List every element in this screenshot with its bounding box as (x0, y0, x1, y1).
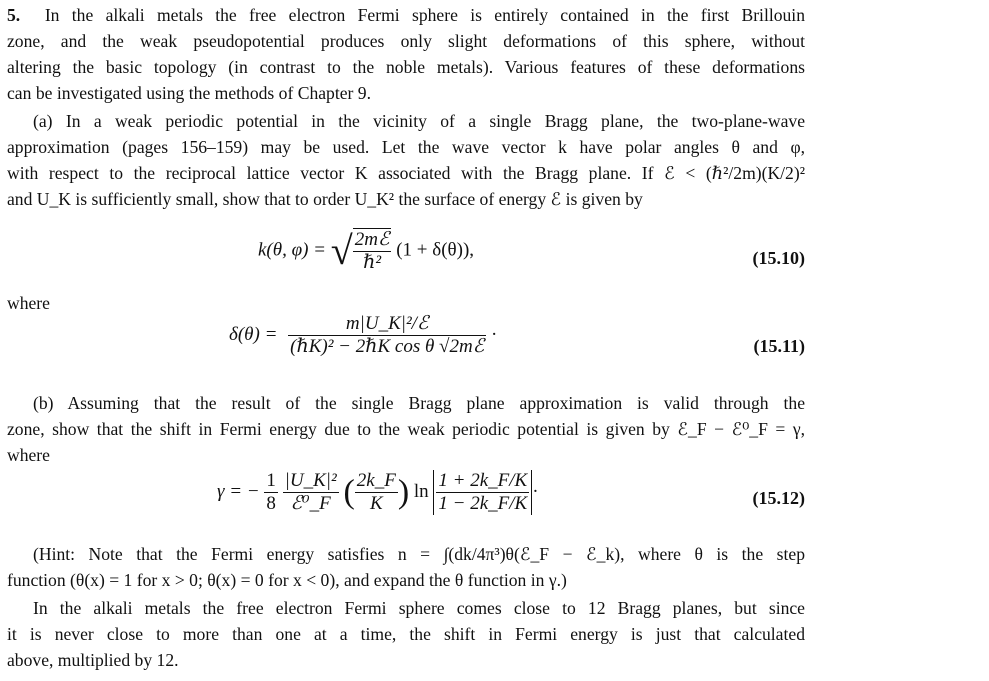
equation-15-10 (258, 228, 474, 274)
problem-intro (7, 2, 805, 106)
hint (7, 541, 805, 593)
part-a-line-2: approximation (pages 156–159) may be used. Let the wave vector k have polar angles θ and φ, (7, 137, 805, 157)
part-a-line-1: (a) In a weak periodic potential in the vicinity of a single Bragg plane, the two-plane-wave (33, 111, 805, 131)
part-a-line-3: with respect to the reciprocal lattice vector K associated with the Bragg plane. If ℰ < (ℏ²/2m)(K/2)² (7, 163, 805, 183)
equation-15-12: γ = − $\frac{1}{8}$ $\frac{\text{|U\_K|²}}{\text{ℰ⁰\_F}}$ ( $\frac{2k\_F}{K}$ ) ln $\frac{1 + 2k\_F/K}{1 - 2k\_F/K}$ · (217, 470, 539, 514)
part-b-line-3: where (7, 445, 50, 465)
closing-line-3: above, multiplied by 12. (7, 650, 179, 670)
problem-number: 5. (7, 5, 21, 25)
eq1-denominator: ℏ² (363, 252, 382, 273)
equation-15-11: δ(θ) = $\frac{\text{m|U\_K|²/ℰ}}{\text{(ℏK)² − 2ℏK cos θ √2mℰ}}$ · (229, 313, 498, 357)
eq2-tail: · (490, 323, 498, 345)
intro-line-4: can be investigated using the methods of Chapter 9. (7, 83, 372, 103)
eq3-ln: ln (413, 480, 429, 502)
where-label-1: where (7, 293, 50, 313)
equation-number-15-11: (15.11) (753, 336, 805, 356)
eq2-denominator-b: 2mℰ (449, 336, 485, 357)
eq1-lhs: k(θ, φ) = (258, 239, 327, 261)
part-b-line-2: zone, show that the shift in Fermi energy due to the weak periodic potential is given by ℰ_F − ℰ⁰_F = γ, (7, 419, 805, 439)
intro-line-1: In the alkali metals the free electron Fermi sphere is entirely contained in the first Brillouin (44, 5, 805, 25)
closing-line-2: it is never close to more than one at a time, the shift in Fermi energy is just that calculated (7, 624, 805, 644)
eq2-numerator: m|U_K|²/ℰ (288, 313, 486, 336)
part-b-line-1: (b) Assuming that the result of the single Bragg plane approximation is valid through the (33, 393, 805, 413)
eq3-log-den: 1 − 2k_F/K (438, 493, 528, 514)
eq2-lhs: δ(θ) = (229, 323, 278, 345)
eq3-tail: · (532, 480, 539, 502)
eq3-lhs: γ = − (217, 480, 260, 502)
eq3-k-den: K (369, 493, 383, 514)
hint-line-1: (Hint: Note that the Fermi energy satisfies n = ∫(dk/4π³)θ(ℰ_F − ℰ_k), where θ is the step (33, 544, 805, 564)
eq3-u-num: |U_K|² (284, 470, 337, 491)
eq3-k-num: 2k_F (356, 470, 396, 491)
eq3-coef-den: 8 (266, 493, 276, 514)
intro-line-3: altering the basic topology (in contrast to the noble metals). Various features of these deformations (7, 57, 805, 77)
eq1-tail: (1 + δ(θ)), (396, 239, 475, 261)
part-a (7, 108, 805, 212)
intro-line-2: zone, and the weak pseudopotential produces only slight deformations of this sphere, without (7, 31, 805, 51)
equation-number-15-12: (15.12) (752, 488, 805, 508)
closing-paragraph (7, 595, 805, 673)
sqrt-symbol: √ $\frac{\text{2mℰ}}{\text{ℏ²}}$ (330, 228, 390, 273)
eq3-u-den: ℰ⁰_F (290, 493, 331, 514)
eq3-coef-num: 1 (266, 470, 276, 491)
part-a-line-4: and U_K is sufficiently small, show that to order U_K² the surface of energy ℰ is given by (7, 189, 643, 209)
hint-line-2: function (θ(x) = 1 for x > 0; θ(x) = 0 for x < 0), and expand the θ function in γ.) (7, 570, 567, 590)
eq2-denominator-a: (ℏK)² − 2ℏK cos θ (290, 336, 435, 357)
eq1-numerator: 2mℰ (354, 229, 390, 250)
closing-line-1: In the alkali metals the free electron Fermi sphere comes close to 12 Bragg planes, but since (33, 598, 805, 618)
eq3-log-num: 1 + 2k_F/K (438, 470, 528, 491)
part-b (7, 390, 805, 468)
equation-number-15-10: (15.10) (752, 248, 805, 268)
